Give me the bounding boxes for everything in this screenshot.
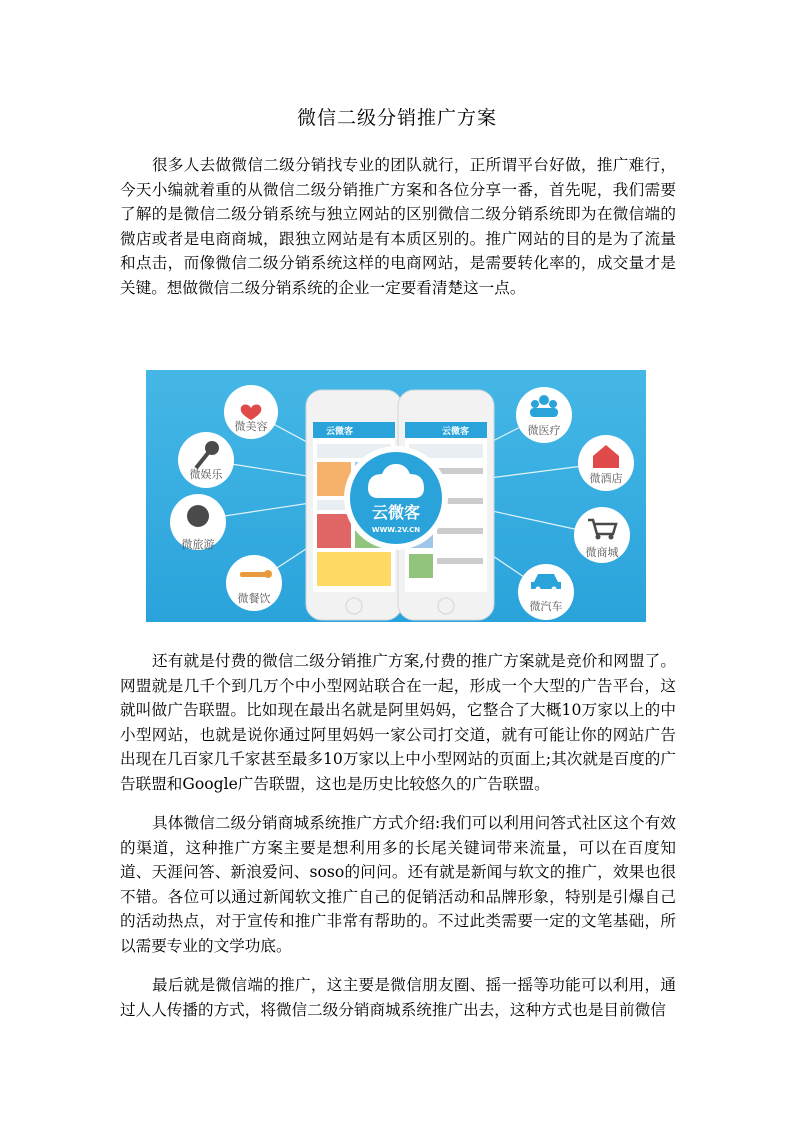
node-hotel bbox=[578, 435, 634, 491]
svg-text:云微客: 云微客 bbox=[371, 503, 421, 522]
globe-icon bbox=[187, 505, 209, 527]
brand-logo bbox=[344, 446, 448, 550]
svg-text:微旅游: 微旅游 bbox=[181, 538, 215, 551]
svg-text:微美容: 微美容 bbox=[234, 420, 268, 433]
page-title: 微信二级分销推广方案 bbox=[296, 107, 497, 129]
node-dining bbox=[226, 555, 282, 611]
node-travel bbox=[170, 494, 226, 551]
svg-text:微酒店: 微酒店 bbox=[589, 472, 623, 485]
svg-text:微汽车: 微汽车 bbox=[529, 600, 563, 613]
svg-text:微娱乐: 微娱乐 bbox=[189, 468, 223, 481]
paragraph-qa-promotion: 具体微信二级分销商城系统推广方式介绍:我们可以利用问答式社区这个有效的渠道，这种推广方案主要是想利用多的长尾关键词带来流量，可以在百度知道、天涯问答、新浪爱问、soso的问问。还有就是新闻与软文的推广，效果也很不错。各位可以通过新闻软文推广自己的促销活动和品牌形象，特别是引爆自己的活动热点，对于宣传和推广非常有帮助的。不过此类需要一定的文笔基础，所以需要专业的文学功底。 bbox=[120, 814, 676, 955]
paragraph-paid-promotion: 还有就是付费的微信二级分销推广方案,付费的推广方案就是竞价和网盟了。网盟就是几千个到几万个中小型网站联合在一起，形成一个大型的广告平台，这就叫做广告联盟。比如现在最出名就是阿里妈妈，它整合了大概10万家以上的中小型网站，也就是说你通过阿里妈妈一家公司打交道，就有可能让你的网站广告出现在几百家几千家甚至最多10万家以上中小型网站的页面上;其次就是百度的广告联盟和Google广告联盟，这也是历史比较悠久的广告联盟。 bbox=[120, 652, 676, 793]
node-medical bbox=[516, 387, 572, 443]
svg-text:云微客: 云微客 bbox=[442, 427, 470, 437]
node-entertainment bbox=[178, 432, 234, 488]
svg-text:微商城: 微商城 bbox=[585, 546, 619, 559]
node-mall bbox=[574, 507, 630, 563]
svg-text:WWW.2V.CN: WWW.2V.CN bbox=[371, 526, 421, 534]
svg-text:微医疗: 微医疗 bbox=[527, 424, 561, 437]
promo-illustration bbox=[146, 370, 646, 622]
node-beauty bbox=[224, 385, 278, 439]
svg-text:云微客: 云微客 bbox=[326, 427, 354, 437]
paragraph-wechat-promotion: 最后就是微信端的推广，这主要是微信朋友圈、摇一摇等功能可以利用，通过人人传播的方式，将微信二级分销商城系统推广出去，这种方式也是目前微信 bbox=[120, 976, 676, 1019]
node-auto bbox=[518, 564, 574, 620]
svg-text:微餐饮: 微餐饮 bbox=[237, 592, 271, 605]
paragraph-intro: 很多人去做微信二级分销找专业的团队就行，正所谓平台好做，推广难行，今天小编就着重的从微信二级分销推广方案和各位分享一番，首先呢，我们需要了解的是微信二级分销系统与独立网站的区别微信二级分销系统即为在微信端的微店或者是电商商城，跟独立网站是有本质区别的。推广网站的目的是为了流量和点击，而像微信二级分销系统这样的电商网站，是需要转化率的，成交量才是关键。想做微信二级分销系统的企业一定要看清楚这一点。 bbox=[120, 156, 676, 297]
